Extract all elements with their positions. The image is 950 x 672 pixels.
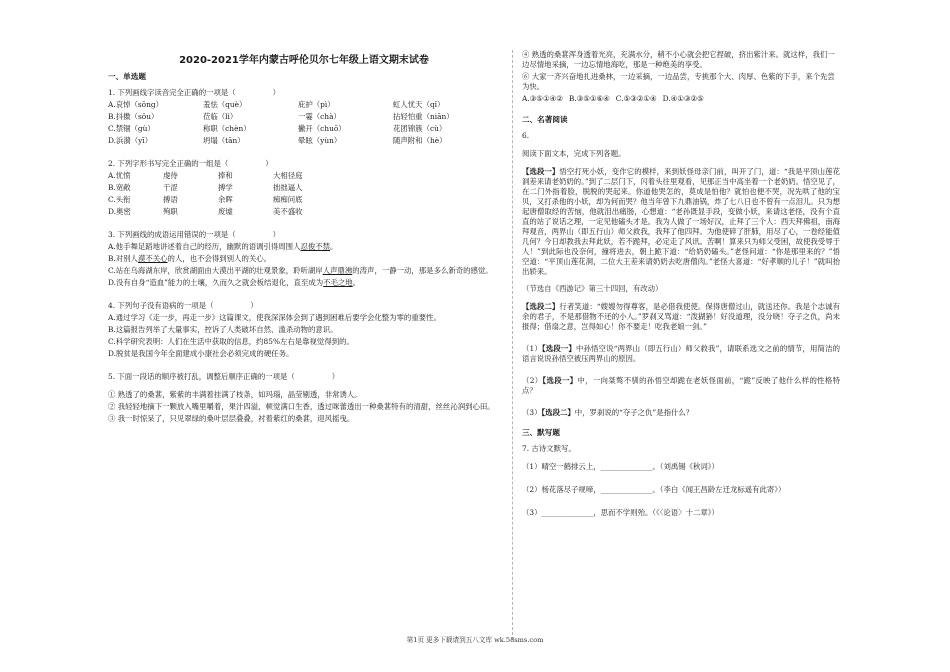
option-cell: C.禁锢（gù） bbox=[108, 124, 155, 133]
option-cell: A.哀悼（sōng） bbox=[108, 100, 163, 109]
question-5 bbox=[108, 372, 500, 424]
question-3 bbox=[108, 230, 500, 288]
option-cell: 搏学 bbox=[218, 183, 233, 192]
passage-1: 【选段一】悟空打死小妖，变作它的模样，来到妖怪母亲门前，叫开了门，道：“我是平顶山莲花洞差来请老奶奶的。”到了二层门下，闪着头往里观看，见那正当中高坐着一个老奶奶。悟空见了，在二门外指着脸，脱脱的哭起来。你道他哭怎的，莫成是怕他？就怕也便不哭，况先哄了他的宝贝，又打杀他的小妖，却为何而哭？他当年曾下九鼎油锅，炸了七八日也不曾有一点泪儿。只为想起唐僧取经的苦恼，他就泪出痛肠，心想道：“老孙既显手段，变做小妖，来请这老怪，没有个直直的站了说话之理，一定见他磕头才是。我为人做了一场好汉，止拜了三个人：西天拜佛祖，南海拜观音，两界山（即五行山）师父救我，我拜了他四拜。为他使碎了肝肺，用尽了心，一卷经能值几何？今日却教我去拜此妖，若不跪拜，必定走了风讯。苦啊！算来只为师父受困，故使我受辱于人！”到此际也没奈何，撞将进去，朝上跪下道：“给奶奶磕头。”老怪问道：“你是那里来的？”悟空道：“平顶山莲花洞，二位大王差来请奶奶去吃唐僧肉。”老怪大喜道：“好孝顺的儿子！”就叫抬出轿来。 bbox=[522, 167, 840, 276]
option-b: B.③⑤①⑥④ bbox=[568, 94, 610, 103]
option-cell: 搏语 bbox=[163, 195, 178, 204]
page-footer: 第1页 更多下载请到五八文库 wk.58sms.com bbox=[406, 636, 544, 644]
option-cell: 废墟 bbox=[218, 207, 233, 216]
option-cell: 羞怯（què） bbox=[203, 100, 247, 109]
option-cell: 美不盛收 bbox=[273, 207, 303, 216]
question-6-number: 6. bbox=[522, 131, 530, 140]
underlined-idiom: 漠不关心 bbox=[137, 254, 168, 263]
dictation-line-3: （3）______________，思而不学则殆。（《〈论语〉十二章》） bbox=[522, 508, 719, 517]
sentence-1: ① 熟透了的桑葚，紫紫的丰满着挂满了枝条，如玛瑙，晶莹剔透，非常诱人。 bbox=[108, 390, 362, 399]
passage-source: （节选自《西游记》第三十四回，有改动） bbox=[522, 284, 663, 293]
option-cell: 随声附和（hè） bbox=[393, 136, 447, 145]
underlined-idiom: 不毛之地 bbox=[323, 278, 353, 287]
answer-blank[interactable]: ______________ bbox=[600, 462, 653, 471]
sub-question-2: （2）【选段一】中，一向桀骜不驯的孙悟空却跪在老妖怪面前，“跪”反映了他什么样的性格特点？ bbox=[522, 376, 841, 395]
section-heading-dictation: 三、默写题 bbox=[522, 428, 560, 437]
option-d: D.④①③②⑤ bbox=[662, 94, 704, 103]
option-cell: 晕眩（yùn） bbox=[298, 136, 342, 145]
right-column bbox=[522, 50, 840, 520]
underlined-idiom: 忍俊不禁 bbox=[300, 242, 331, 251]
section-heading-classic-reading: 二、名著阅读 bbox=[522, 115, 568, 124]
question-1-stem: 1. 下列画线字读音完全正确的一项是（ ） bbox=[108, 88, 280, 97]
column-divider bbox=[512, 50, 513, 640]
option-cell: 称职（chèn） bbox=[203, 124, 251, 133]
sentence-5: ⑥ 大家一齐兴奋地扎进桑林，一边采摘，一边品尝，专挑那个大、肉厚、色紫的下手，来个先尝为快。 bbox=[522, 72, 835, 91]
question-7 bbox=[522, 444, 840, 518]
sub-question-1: （1）【选段一】中孙悟空说“两界山（即五行山）师父救我”，请联系选文之前的情节，用简洁的语言说说孙悟空被压两界山的原因。 bbox=[522, 344, 840, 363]
option-cell: A.忧愤 bbox=[108, 171, 131, 180]
option-cell: B.宽敞 bbox=[108, 183, 131, 192]
option-cell: 坍塌（tān） bbox=[203, 136, 245, 145]
question-1-options bbox=[108, 100, 500, 146]
question-4-stem: 4. 下列句子没有语病的一项是（ ） bbox=[108, 301, 258, 310]
left-column bbox=[108, 50, 500, 426]
dictation-line-1: （1）晴空一鹤排云上，______________。（刘禹锡《秋词》） bbox=[522, 462, 719, 471]
option-cell: 痴痴问底 bbox=[273, 195, 303, 204]
question-5-options bbox=[522, 94, 840, 104]
option-c: C.站在乌海湖东岸，欣赏湖面由大漠出平湖的壮观景象，聆听湖岸人声鼎沸的涛声，一静一动，那是多么新奇的感觉。 bbox=[108, 266, 493, 275]
question-5-stem: 5. 下面一段话的顺序被打乱，调整后顺序正确的一项是（ ） bbox=[108, 372, 340, 381]
sentence-2: ② 我轻轻地摘下一颗放入嘴里嚼着，果汁四溢，顿觉满口生香，透过咪蕾透出一种桑葚特有的清甜，丝丝沁润到心田。 bbox=[108, 402, 495, 411]
question-2-options bbox=[108, 171, 500, 217]
document-title: 2020-2021学年内蒙古呼伦贝尔七年级上语文期末试卷 bbox=[179, 55, 429, 66]
question-7-stem: 7. 古诗文默写。 bbox=[522, 444, 576, 453]
option-cell: 大相径庭 bbox=[273, 171, 303, 180]
sub-question-3: （3）【选段二】中，罗刹说的“夺子之仇”是指什么？ bbox=[522, 408, 694, 417]
option-cell: 撇开（chuō） bbox=[298, 124, 346, 133]
option-cell: 干涩 bbox=[163, 183, 178, 192]
option-cell: B.抖擞（sǒu） bbox=[108, 112, 159, 121]
option-cell: 虔待 bbox=[163, 171, 178, 180]
option-c: C.⑤③②①④ bbox=[615, 94, 657, 103]
option-d: D.没有自身“造血”能力的土壤，久而久之就会板结退化，直至成为不毛之地。 bbox=[108, 278, 361, 287]
option-b: B.对别人漠不关心的人，也不会得到别人的关心。 bbox=[108, 254, 272, 263]
question-6 bbox=[522, 131, 840, 418]
option-cell: 莅临（lì） bbox=[203, 112, 238, 121]
question-1 bbox=[108, 88, 500, 146]
sentence-3: ③ 我一时惊呆了，只见翠绿的桑叶层层叠叠，衬着紫红的桑葚，迎风摇曳。 bbox=[108, 414, 355, 423]
question-6-intro: 阅读下面文本，完成下列各题。 bbox=[522, 149, 626, 158]
question-2 bbox=[108, 159, 500, 217]
option-d: D.脱贫是我国今年全面建成小康社会必须完成的硬任务。 bbox=[108, 349, 294, 358]
option-cell: C.头衔 bbox=[108, 195, 131, 204]
option-cell: D.浜漪（yī） bbox=[108, 136, 153, 145]
option-cell: 拈轻怕重（niān） bbox=[393, 112, 454, 121]
question-4 bbox=[108, 301, 500, 359]
option-cell: 余晖 bbox=[218, 195, 233, 204]
option-b: B.这篇报告列举了大量事实，控诉了人类破坏自然、滥杀动物的意识。 bbox=[108, 325, 338, 334]
option-c: C.科学研究表明：人们在生活中获取的信息，约85%左右是靠视觉得到的。 bbox=[108, 337, 354, 346]
option-cell: 虹人忧天（qǐ） bbox=[393, 100, 445, 109]
question-3-stem: 3. 下列画线的成语运用错误的一项是（ ） bbox=[108, 230, 280, 239]
question-2-stem: 2. 下列字形书写完全正确的一组是（ ） bbox=[108, 159, 273, 168]
option-cell: D.奥密 bbox=[108, 207, 131, 216]
section-heading-single-choice: 一、单选题 bbox=[108, 72, 146, 81]
answer-blank[interactable]: ______________ bbox=[600, 485, 653, 494]
option-cell: 殉职 bbox=[163, 207, 178, 216]
dictation-line-2: （2）杨花落尽子规啼，______________。（李白《闻王昌龄左迁龙标遥有此寄》） bbox=[522, 485, 786, 494]
option-a: A.通过学习《走一步，再走一步》这篇课文，使我深深体会到了遇到困难后要学会化整为零的重要性。 bbox=[108, 313, 441, 322]
option-a: A.③⑤①④② bbox=[522, 94, 563, 103]
underlined-idiom: 人声鼎沸 bbox=[322, 266, 353, 275]
sentence-4: ④ 熟透的桑葚浑身透着光亮，充满水分，稍不小心就会把它捏破，挤出紫汁来。就这样，我们一边尽情地采摘，一边忘情地海吃，那是一种绝美的享受。 bbox=[522, 50, 835, 69]
option-cell: 一霎（chà） bbox=[298, 112, 341, 121]
option-cell: 捧和 bbox=[218, 171, 233, 180]
option-cell: 庇护（pì） bbox=[298, 100, 335, 109]
option-cell: 花团锦簇（cù） bbox=[393, 124, 447, 133]
answer-blank[interactable]: ______________ bbox=[541, 508, 594, 517]
option-a: A.他手舞足蹈地讲述着自己的经历，幽默的语调引得周围人忍俊不禁。 bbox=[108, 242, 338, 251]
option-cell: 拙拙逼人 bbox=[273, 183, 303, 192]
passage-2: 【选段二】行者笑道：“嫂嫂勿得尊客，是必借我使使。保得唐僧过山，就送还你。我是个志诚有余的君子，不是那借物不还的小人。”罗刹又骂道：“泼猢狲！好没道理，没分晓！夺子之仇，尚未报得；借扇之意，岂得如心！你不要走！吃我老娘一剑。” bbox=[522, 302, 840, 331]
